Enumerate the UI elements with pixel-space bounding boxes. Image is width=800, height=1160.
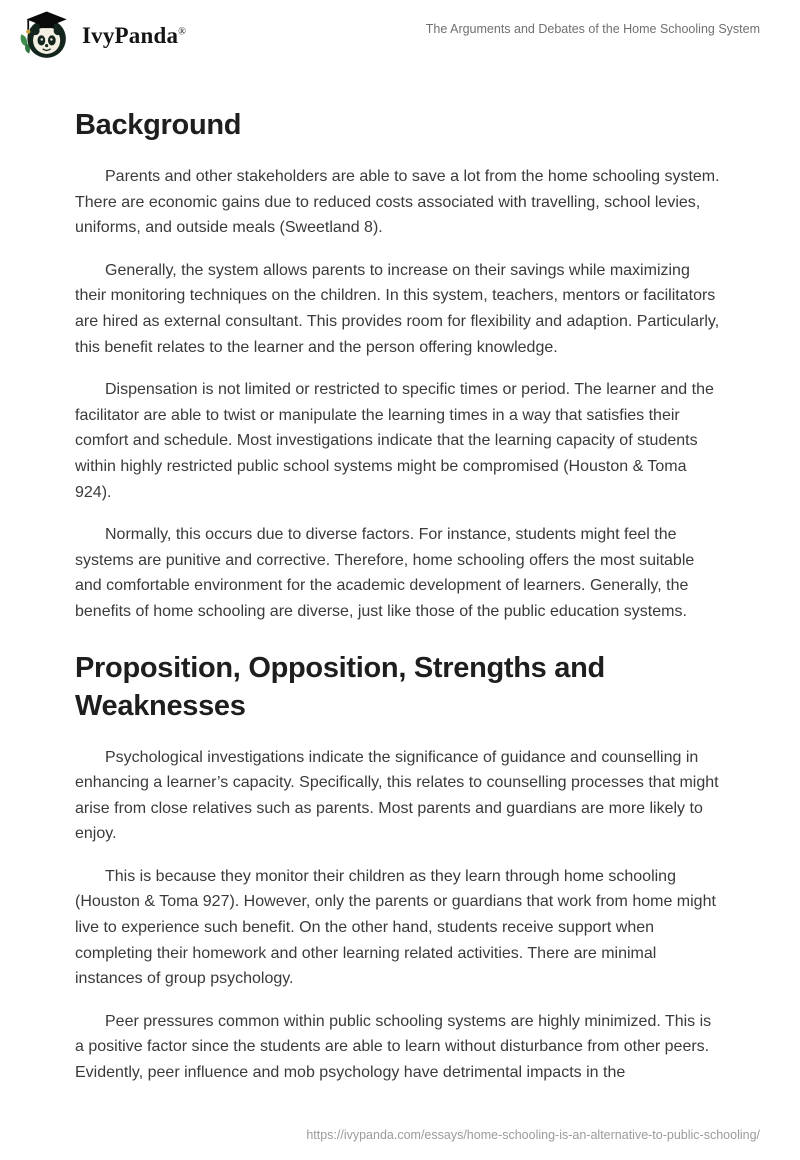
brand-logo-link[interactable] bbox=[16, 8, 186, 64]
ivypanda-logo-icon bbox=[16, 8, 72, 64]
section-heading-proposition: Proposition, Opposition, Strengths and Weaknesses bbox=[75, 651, 605, 722]
page-footer bbox=[306, 1126, 760, 1144]
document-title: The Arguments and Debates of the Home Schooling System bbox=[425, 22, 760, 36]
paragraph: This is because they monitor their children as they learn through home schooling (Houston & Toma 927). However, only the parents or guardians that work from home might live to experience such benefit. On the other hand, students receive support when completing their homework and other learning related activities. There are minimal instances of group psychology. bbox=[75, 867, 716, 988]
paragraph: Parents and other stakeholders are able to save a lot from the home schooling system. There are economic gains due to reduced costs associated with travelling, school levies, uniforms, and outside meals (Sweetland 8). bbox=[75, 168, 720, 237]
page-header bbox=[0, 0, 800, 64]
section-heading-background: Background bbox=[75, 109, 242, 141]
paragraph: Peer pressures common within public schooling systems are highly minimized. This is a positive factor since the students are able to learn without disturbance from other peers. Evidently, peer influence and mob psychology have detrimental impacts in the bbox=[75, 1012, 712, 1082]
paragraph: Normally, this occurs due to diverse factors. For instance, students might feel the systems are punitive and corrective. Therefore, home schooling offers the most suitable and comfortable environment for the academic development of learners. Generally, the benefits of home schooling are diverse, just like those of the public education systems. bbox=[75, 526, 695, 620]
paragraph: Generally, the system allows parents to increase on their savings while maximizing their monitoring techniques on the children. In this system, teachers, mentors or facilitators are hired as external consultant. This provides room for flexibility and adaption. Particularly, this benefit relates to the learner and the person offering knowledge. bbox=[75, 261, 720, 356]
document-body bbox=[0, 64, 800, 1086]
paragraph: Psychological investigations indicate the significance of guidance and counselling in enhancing a learner’s capacity. Specifically, this relates to counselling processes that might arise from close relatives such as parents. Most parents and guardians are more likely to enjoy. bbox=[75, 748, 719, 843]
paragraph: Dispensation is not limited or restricted to specific times or period. The learner and the facilitator are able to twist or manipulate the learning times in a way that satisfies their comfort and schedule. Most investigations indicate that the learning capacity of students within highly restricted public school systems might be compromised (Houston & Toma 924). bbox=[75, 381, 714, 501]
registered-mark: ® bbox=[178, 26, 186, 38]
source-url-link[interactable]: https://ivypanda.com/essays/home-schooling-is-an-alternative-to-public-schooling/ bbox=[306, 1128, 760, 1142]
brand-name: IvyPanda® bbox=[82, 23, 186, 48]
